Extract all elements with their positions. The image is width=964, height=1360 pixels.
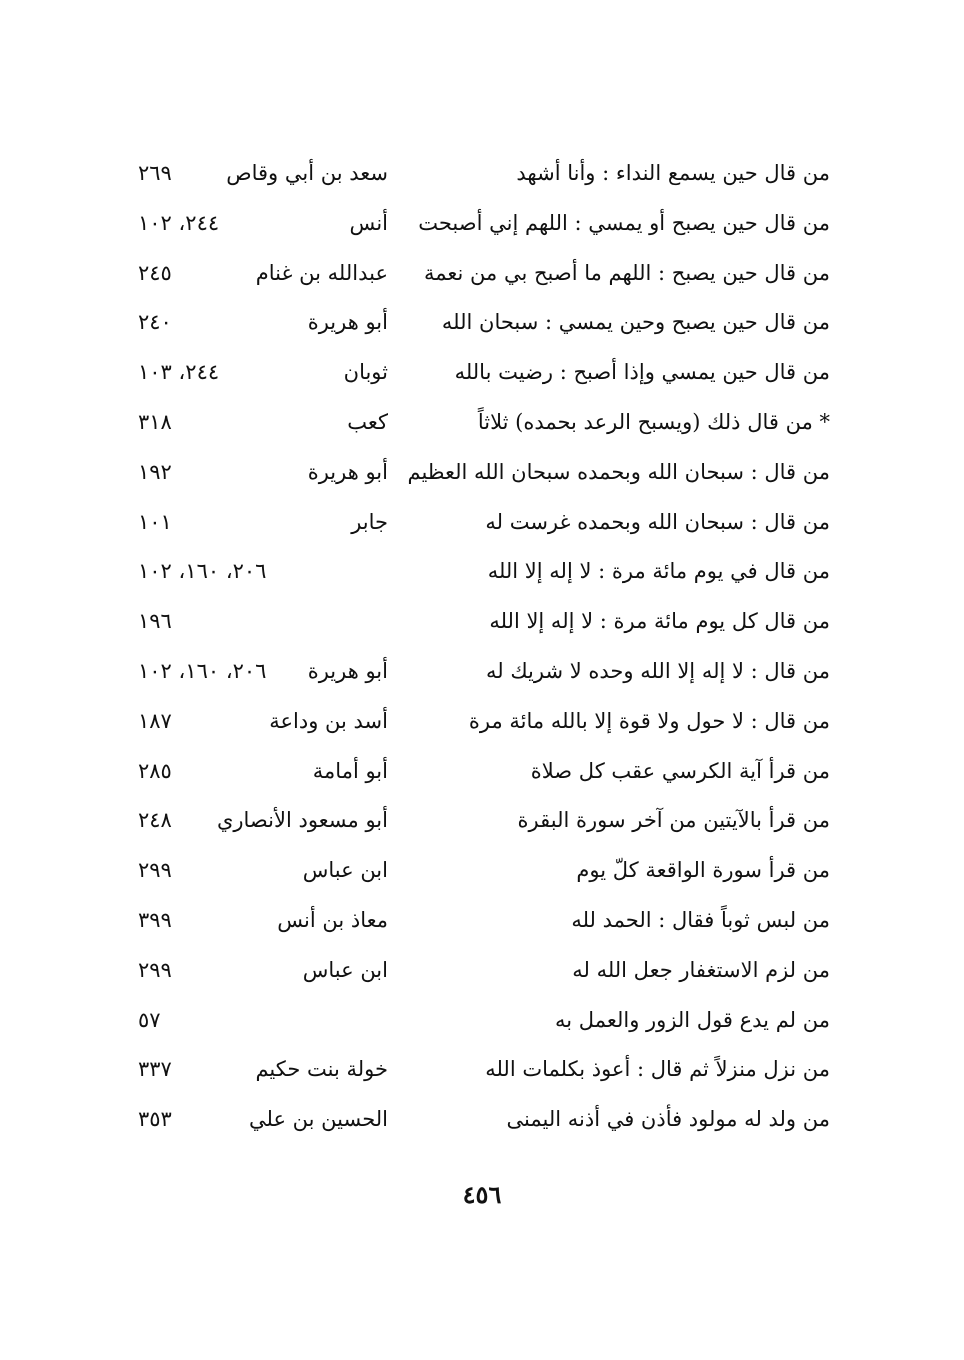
hadith-phrase: من قال حين يمسي وإذا أصبح : رضيت بالله (454, 360, 830, 385)
narrator-name: معاذ بن أنس (277, 907, 388, 932)
narrator-name: ثوبان (343, 360, 388, 385)
page-references: ٢٤٤، ١٠٢ (138, 210, 220, 235)
narrator-name: أبو أمامة (312, 758, 388, 783)
index-row (130, 449, 830, 499)
hadith-phrase: من قال حين يصبح أو يمسي : اللهم إني أصبحت (418, 210, 830, 235)
index-row (130, 150, 830, 200)
index-row (130, 947, 830, 997)
hadith-phrase: من قرأ آية الكرسي عقب كل صلاة (530, 758, 830, 783)
hadith-phrase: من قال كل يوم مائة مرة : لا إله إلا الله (489, 609, 830, 634)
hadith-phrase: من ولد له مولود فأذن في أذنه اليمنى (506, 1107, 830, 1132)
index-row (130, 748, 830, 798)
hadith-phrase: من قال في يوم مائة مرة : لا إله إلا الله (487, 559, 830, 584)
hadith-phrase: من لبس ثوباً فقال : الحمد لله (571, 907, 830, 932)
page-references: ١٠١ (138, 509, 172, 534)
hadith-phrase: من قال : سبحان الله وبحمده سبحان الله العظيم (407, 459, 830, 484)
index-row (130, 997, 830, 1047)
page-references: ١٩٢ (138, 459, 172, 484)
page-references: ٢٠٦، ١٦٠، ١٠٢ (138, 658, 267, 683)
page-references: ٢٠٦، ١٦٠، ١٠٢ (138, 559, 267, 584)
index-row (130, 797, 830, 847)
page-references: ٢٩٩ (138, 858, 172, 883)
narrator-name: خولة بنت حكيم (255, 1057, 388, 1082)
index-row (130, 1096, 830, 1146)
narrator-name: أبو هريرة (307, 658, 388, 683)
page-references: ٣٣٧ (138, 1057, 172, 1082)
index-row (130, 299, 830, 349)
hadith-phrase: من قال : لا حول ولا قوة إلا بالله مائة مرة (468, 708, 830, 733)
narrator-name: أبو هريرة (307, 459, 388, 484)
page-references: ٢٤٨ (138, 808, 172, 833)
page-references: ٢٤٥ (138, 260, 172, 285)
page-references: ٢٨٥ (138, 758, 172, 783)
narrator-name: سعد بن أبي وقاص (226, 161, 388, 185)
hadith-index-table (130, 150, 830, 1146)
page-number: ٤٥٦ (462, 1180, 502, 1209)
page-references: ٢٦٩ (138, 161, 172, 185)
index-row (130, 648, 830, 698)
index-row (130, 399, 830, 449)
page-references: ٢٤٤، ١٠٣ (138, 360, 220, 385)
page-references: ١٩٦ (138, 609, 172, 634)
narrator-name: كعب (347, 409, 388, 434)
narrator-name: أبو هريرة (307, 310, 388, 335)
index-row (130, 698, 830, 748)
index-row (130, 250, 830, 300)
index-row (130, 349, 830, 399)
page-references: ٣٩٩ (138, 907, 172, 932)
hadith-phrase: من قرأ بالآيتين من آخر سورة البقرة (517, 808, 830, 833)
narrator-name: أنس (349, 210, 388, 235)
hadith-phrase: من لزم الاستغفار جعل الله له (572, 957, 830, 982)
index-row (130, 847, 830, 897)
hadith-phrase: من قال حين يصبح وحين يمسي : سبحان الله (441, 310, 830, 335)
narrator-name: عبدالله بن غنام (255, 260, 388, 285)
hadith-phrase: من قرأ سورة الواقعة كلّ يوم (576, 858, 830, 883)
page-references: ٣٥٣ (138, 1107, 172, 1132)
hadith-phrase: من نزل منزلاً ثم قال : أعوذ بكلمات الله (485, 1057, 830, 1082)
hadith-phrase: من قال : سبحان الله وبحمده غرست له (485, 509, 830, 534)
page-references: ١٨٧ (138, 708, 172, 733)
page-references: ٣١٨ (138, 409, 172, 434)
page-references: ٢٩٩ (138, 957, 172, 982)
index-row (130, 897, 830, 947)
index-row (130, 1046, 830, 1096)
index-row (130, 499, 830, 549)
hadith-phrase: من قال : لا إله إلا الله وحده لا شريك له (486, 658, 830, 683)
narrator-name: أسد بن وداعة (269, 708, 388, 733)
narrator-name: جابر (351, 509, 388, 534)
narrator-name: أبو مسعود الأنصاري (216, 808, 388, 833)
index-row (130, 548, 830, 598)
narrator-name: الحسين بن علي (248, 1107, 388, 1132)
hadith-phrase: من لم يدع قول الزور والعمل به (555, 1007, 830, 1032)
hadith-phrase: من قال حين يسمع النداء : وأنا أشهد (516, 161, 830, 185)
index-row (130, 598, 830, 648)
hadith-phrase: * من قال ذلك (ويسبح الرعد بحمده) ثلاثاً (477, 409, 830, 434)
page-references: ٥٧ (138, 1007, 161, 1032)
hadith-phrase: من قال حين يصبح : اللهم ما أصبح بي من نعمة (423, 260, 830, 285)
index-row (130, 200, 830, 250)
narrator-name: ابن عباس (302, 957, 388, 982)
narrator-name: ابن عباس (302, 858, 388, 883)
page-references: ٢٤٠ (138, 310, 172, 335)
